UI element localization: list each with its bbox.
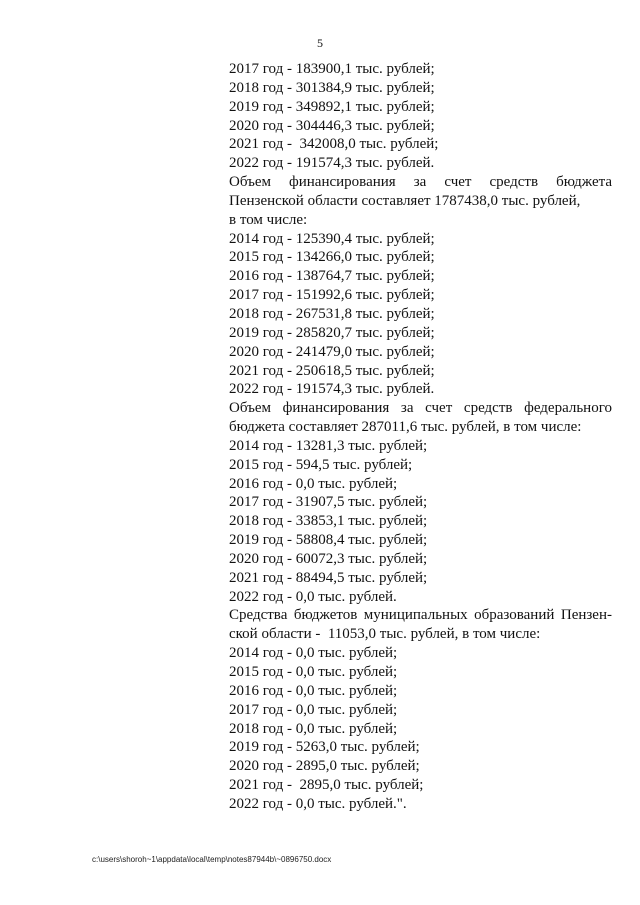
- municipal-budget-intro-line1: Средства бюджетов муниципальных образований Пензен-: [229, 607, 612, 624]
- regional-years-list: [229, 60, 612, 173]
- year-line: 2019 год - 349892,1 тыс. рублей;: [229, 98, 435, 115]
- year-line: 2022 год - 191574,3 тыс. рублей.: [229, 155, 435, 172]
- federal-budget-intro-line2: бюджета составляет 287011,6 тыс. рублей, в том числе:: [229, 419, 582, 436]
- year-line: 2019 год - 58808,4 тыс. рублей;: [229, 532, 428, 549]
- year-line: 2017 год - 31907,5 тыс. рублей;: [229, 494, 428, 511]
- year-line: 2020 год - 304446,3 тыс. рублей;: [229, 117, 435, 134]
- penza-budget-intro-line1: Объем финансирования за счет средств бюджета: [229, 174, 612, 191]
- year-line: 2021 год - 250618,5 тыс. рублей;: [229, 362, 435, 379]
- year-line: 2020 год - 2895,0 тыс. рублей;: [229, 758, 420, 775]
- year-line: 2016 год - 0,0 тыс. рублей;: [229, 682, 398, 699]
- municipal-budget-section: [229, 606, 612, 813]
- penza-budget-intro-line3: в том числе:: [229, 211, 308, 228]
- year-line: 2015 год - 134266,0 тыс. рублей;: [229, 249, 435, 266]
- year-line: 2021 год - 88494,5 тыс. рублей;: [229, 569, 428, 586]
- year-line: 2015 год - 0,0 тыс. рублей;: [229, 664, 398, 680]
- footer-file-path: c:\users\shoroh~1\appdata\local\temp\notes87944b\~0896750.docx: [92, 855, 332, 864]
- year-line: 2022 год - 0,0 тыс. рублей.".: [229, 795, 407, 812]
- year-line: 2020 год - 60072,3 тыс. рублей;: [229, 550, 428, 567]
- year-line: 2019 год - 5263,0 тыс. рублей;: [229, 739, 420, 756]
- year-line: 2017 год - 0,0 тыс. рублей;: [229, 701, 398, 718]
- year-line: 2022 год - 191574,3 тыс. рублей.: [229, 381, 435, 398]
- year-line: 2017 год - 151992,6 тыс. рублей;: [229, 287, 435, 304]
- year-line: 2014 год - 125390,4 тыс. рублей;: [229, 230, 435, 247]
- year-line: 2016 год - 138764,7 тыс. рублей;: [229, 268, 435, 285]
- year-line: 2021 год - 342008,0 тыс. рублей;: [229, 136, 439, 153]
- penza-budget-intro-line2: Пензенской области составляет 1787438,0 тыс. рублей,: [229, 192, 581, 209]
- penza-budget-section: [229, 173, 612, 399]
- year-line: 2016 год - 0,0 тыс. рублей;: [229, 475, 398, 492]
- municipal-budget-intro-line2: ской области - 11053,0 тыс. рублей, в том числе:: [229, 626, 541, 643]
- federal-budget-intro-line1: Объем финансирования за счет средств федерального: [229, 400, 612, 417]
- year-line: 2017 год - 183900,1 тыс. рублей;: [229, 61, 435, 77]
- year-line: 2018 год - 0,0 тыс. рублей;: [229, 720, 398, 737]
- year-line: 2015 год - 594,5 тыс. рублей;: [229, 456, 413, 473]
- year-line: 2018 год - 301384,9 тыс. рублей;: [229, 79, 435, 96]
- document-body: [229, 60, 612, 814]
- year-line: 2018 год - 33853,1 тыс. рублей;: [229, 513, 428, 530]
- year-line: 2022 год - 0,0 тыс. рублей.: [229, 588, 397, 605]
- page-number: 5: [317, 36, 323, 50]
- federal-budget-section: [229, 399, 612, 606]
- year-line: 2014 год - 13281,3 тыс. рублей;: [229, 437, 428, 454]
- year-line: 2019 год - 285820,7 тыс. рублей;: [229, 324, 435, 341]
- year-line: 2020 год - 241479,0 тыс. рублей;: [229, 343, 435, 360]
- year-line: 2018 год - 267531,8 тыс. рублей;: [229, 305, 435, 322]
- year-line: 2021 год - 2895,0 тыс. рублей;: [229, 777, 424, 794]
- year-line: 2014 год - 0,0 тыс. рублей;: [229, 645, 398, 662]
